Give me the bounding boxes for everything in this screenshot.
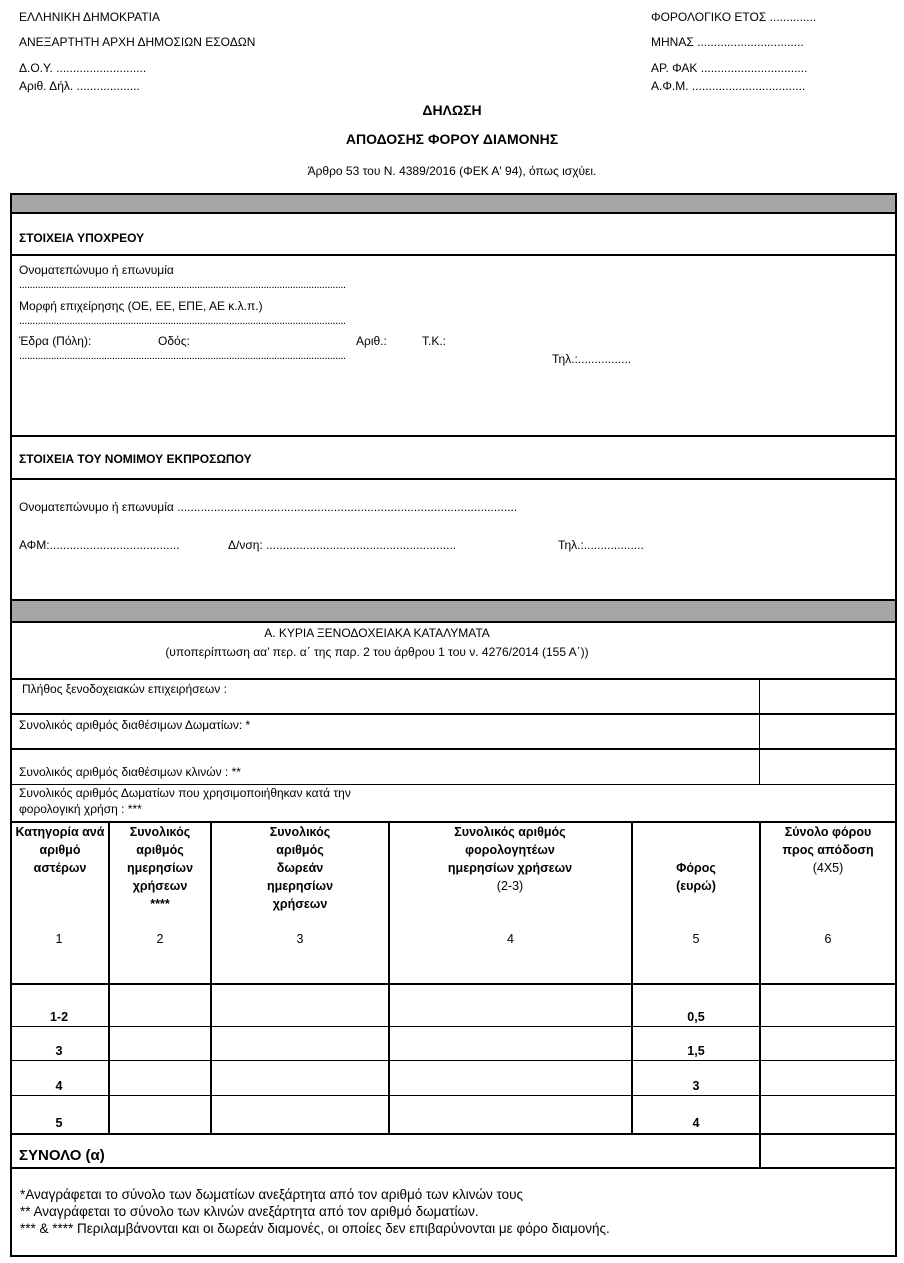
- table-col-line: [759, 821, 761, 1169]
- col-header-taxable-uses-extra: (2-3): [496, 879, 524, 893]
- col-number: 2: [156, 932, 164, 946]
- table-row-category: 4: [55, 1079, 63, 1093]
- table-row-line: [10, 1060, 897, 1061]
- frame-bottom: [10, 1255, 897, 1257]
- col-number: 4: [507, 932, 514, 946]
- obligor-postcode-label: Τ.Κ.:: [422, 334, 447, 348]
- representative-phone-field[interactable]: Τηλ.:..................: [558, 538, 644, 552]
- col-header-taxable-uses: [440, 823, 580, 895]
- obligor-number-label: Αριθ.:: [356, 334, 387, 348]
- col-header-total-tax: [770, 823, 886, 877]
- total-bottom-line: [10, 1167, 897, 1169]
- section-a-heading: Α. ΚΥΡΙΑ ΞΕΝΟΔΟΧΕΙΑΚΑ ΚΑΤΑΛΥΜΑΤΑ: [264, 626, 490, 640]
- representative-name-field[interactable]: Ονοματεπώνυμο ή επωνυμία ......................................................................................................: [19, 500, 518, 514]
- summary-row-rooms-used: Συνολικός αριθμός Δωματίων που χρησιμοποιήθηκαν κατά την: [19, 786, 351, 800]
- obligor-heading: ΣΤΟΙΧΕΙΑ ΥΠΟΧΡΕΟΥ: [19, 231, 145, 245]
- header-tax-office[interactable]: Δ.Ο.Υ. ...........................: [19, 61, 147, 75]
- col-header-taxable-uses-text: Συνολικός αριθμός φορολογητέων ημερησίων χρήσεων: [447, 825, 573, 875]
- frame-left: [10, 193, 12, 1257]
- footnote: ** Αναγράφεται το σύνολο των κλινών ανεξάρτητα από τον αριθμό δωματίων.: [20, 1204, 479, 1219]
- summary-row-rooms-used-cont: φορολογική χρήση : ***: [19, 802, 142, 816]
- col-header-tax: Φόρος (ευρώ): [676, 861, 716, 893]
- col-header-total-uses-text: Συνολικός αριθμός ημερησίων χρήσεων: [126, 825, 194, 893]
- obligor-street-label: Οδός:: [158, 334, 190, 348]
- summary-row-beds: Συνολικός αριθμός διαθέσιμων κλινών : **: [19, 765, 241, 779]
- obligor-seat-label: Έδρα (Πόλη):: [19, 334, 92, 348]
- table-row-category: 3: [55, 1044, 63, 1058]
- obligor-phone-field[interactable]: Τηλ.:................: [552, 352, 632, 366]
- rooms-count-input[interactable]: [761, 715, 894, 747]
- table-row-category: 1-2: [49, 1010, 69, 1024]
- col-header-total-tax-extra: (4Χ5): [812, 861, 844, 875]
- divider-line: [10, 478, 897, 480]
- table-header-bottom-line: [10, 983, 897, 985]
- table-row-category: 5: [55, 1116, 63, 1130]
- obligor-name-label: Ονοματεπώνυμο ή επωνυμία: [19, 263, 174, 277]
- summary-row-businesses: Πλήθος ξενοδοχειακών επιχειρήσεων :: [22, 682, 227, 696]
- page-subtitle: ΑΠΟΔΟΣΗΣ ΦΟΡΟΥ ΔΙΑΜΟΝΗΣ: [345, 131, 559, 147]
- total-label: ΣΥΝΟΛΟ (α): [19, 1147, 105, 1164]
- table-col-line: [210, 821, 212, 1135]
- section-divider-bar: [12, 195, 895, 212]
- table-col-line: [388, 821, 390, 1135]
- representative-address-field[interactable]: Δ/νση: .........................................................: [228, 538, 457, 552]
- header-month[interactable]: ΜΗΝΑΣ ................................: [651, 35, 804, 49]
- col-number: 5: [692, 932, 700, 946]
- obligor-business-form-field[interactable]: ...........................................................................................................................: [19, 315, 346, 327]
- page-title: ΔΗΛΩΣΗ: [422, 102, 482, 118]
- col-header-total-uses: [118, 823, 202, 913]
- divider-line: [10, 784, 897, 785]
- businesses-count-input[interactable]: [761, 680, 894, 712]
- col-number: 6: [824, 932, 832, 946]
- header-file-number[interactable]: ΑΡ. ΦΑΚ ................................: [651, 61, 808, 75]
- header-vat-number[interactable]: Α.Φ.Μ. ..................................: [651, 79, 806, 93]
- law-reference: Άρθρο 53 του Ν. 4389/2016 (ΦΕΚ Α' 94), όπως ισχύει.: [307, 164, 597, 178]
- section-divider-bar: [12, 601, 895, 621]
- header-tax-year[interactable]: ΦΟΡΟΛΟΓΙΚΟ ΕΤΟΣ ..............: [651, 10, 817, 24]
- summary-value-column-line: [759, 678, 760, 784]
- col-header-total-uses-extra: ****: [150, 897, 170, 911]
- section-a-subheading: (υποπερίπτωση αα’ περ. α΄ της παρ. 2 του άρθρου 1 του ν. 4276/2014 (155 Α΄)): [165, 645, 589, 659]
- divider-line: [10, 621, 897, 623]
- obligor-name-field[interactable]: ...........................................................................................................................: [19, 279, 346, 291]
- divider-line: [10, 212, 897, 214]
- footnote: *** & **** Περιλαμβάνονται και οι δωρεάν διαμονές, οι οποίες δεν επιβαρύνονται με φόρο διαμονής.: [20, 1221, 610, 1236]
- col-number: 1: [55, 932, 63, 946]
- col-number: 3: [296, 932, 304, 946]
- summary-row-rooms: Συνολικός αριθμός διαθέσιμων Δωματίων: *: [19, 718, 251, 732]
- header-declaration-number[interactable]: Αριθ. Δήλ. ...................: [19, 79, 140, 93]
- table-row-line: [10, 1026, 897, 1027]
- header-authority: ΑΝΕΞΑΡΤΗΤΗ ΑΡΧΗ ΔΗΜΟΣΙΩΝ ΕΣΟΔΩΝ: [19, 35, 256, 49]
- beds-count-input[interactable]: [761, 750, 894, 783]
- obligor-address-field[interactable]: ...........................................................................................................................: [19, 350, 346, 362]
- table-row-tax: 1,5: [687, 1044, 705, 1058]
- table-row-line: [10, 1095, 897, 1096]
- frame-right: [895, 193, 897, 1257]
- col-header-total-tax-text: Σύνολο φόρου προς απόδοση: [782, 825, 874, 857]
- header-country: ΕΛΛΗΝΙΚΗ ΔΗΜΟΚΡΑΤΙΑ: [19, 10, 160, 24]
- representative-afm-field[interactable]: ΑΦΜ:.......................................: [19, 538, 180, 552]
- table-row-tax: 3: [692, 1079, 700, 1093]
- footnote: *Αναγράφεται το σύνολο των δωματίων ανεξάρτητα από τον αριθμό των κλινών τους: [20, 1187, 524, 1202]
- total-amount-input[interactable]: [761, 1135, 895, 1167]
- divider-line: [10, 435, 897, 437]
- table-col-line: [108, 821, 110, 1135]
- col-header-free-uses: Συνολικός αριθμός δωρεάν ημερησίων χρήσεων: [266, 825, 334, 911]
- table-row-tax: 4: [692, 1116, 700, 1130]
- table-row-tax: 0,5: [687, 1010, 705, 1024]
- divider-line: [10, 254, 897, 256]
- col-header-category: Κατηγορία ανά αριθμό αστέρων: [15, 825, 105, 875]
- representative-heading: ΣΤΟΙΧΕΙΑ ΤΟΥ ΝΟΜΙΜΟΥ ΕΚΠΡΟΣΩΠΟΥ: [19, 452, 252, 466]
- obligor-business-form-label: Μορφή επιχείρησης (ΟΕ, ΕΕ, ΕΠΕ, ΑΕ κ.λ.π.): [19, 299, 263, 313]
